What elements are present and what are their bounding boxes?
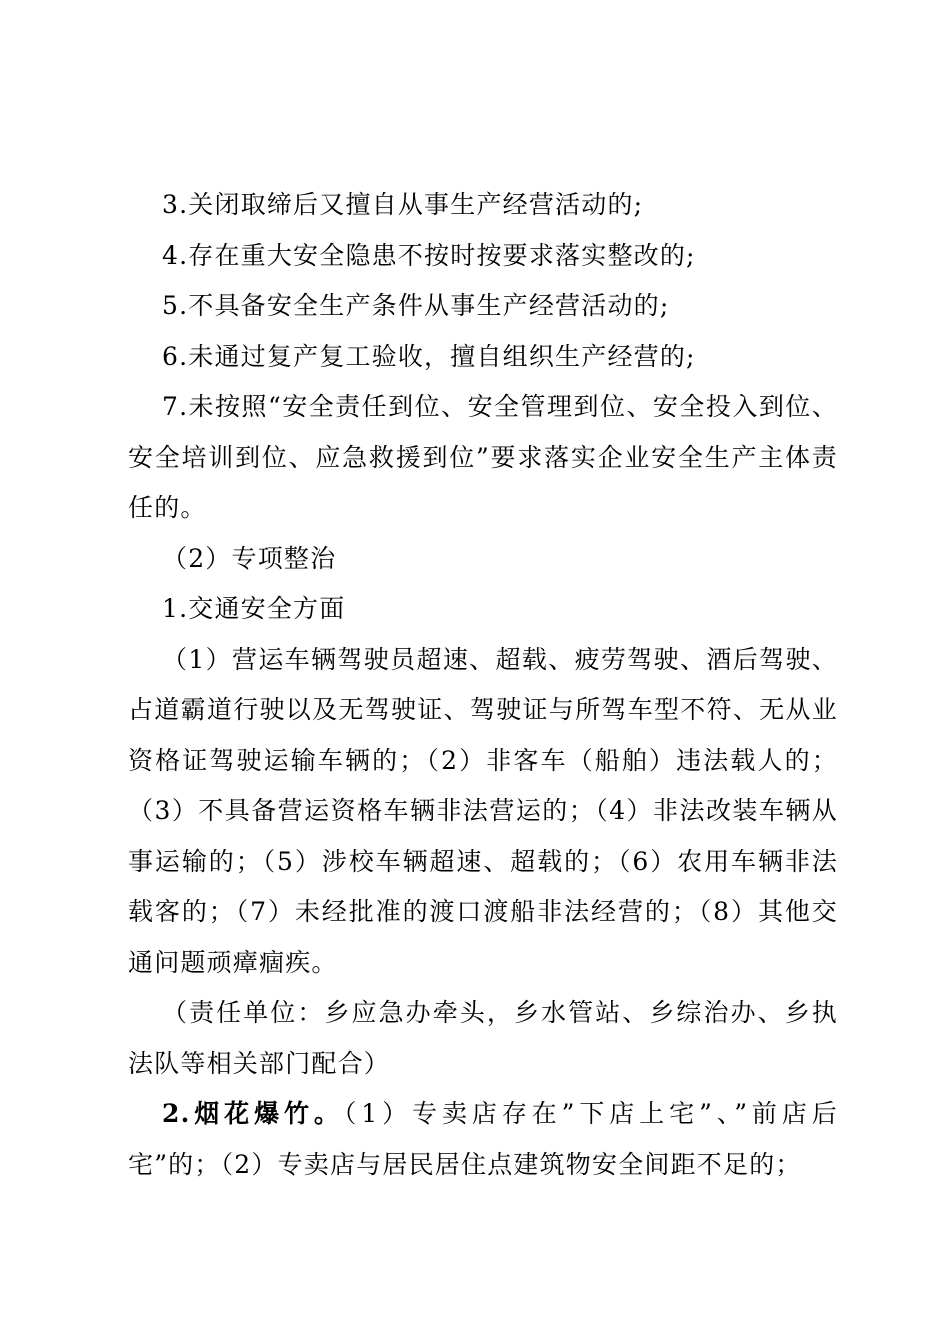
paragraph-responsible-units: （责任单位：乡应急办牵头，乡水管站、乡综治办、乡执法队等相关部门配合） [128, 998, 838, 1078]
section-heading-special-rectification: （2）专项整治 [162, 543, 337, 573]
paragraph-fireworks [128, 1089, 838, 1190]
document-body [128, 180, 838, 1190]
paragraph-traffic-issues: （1）营运车辆驾驶员超速、超载、疲劳驾驶、酒后驾驶、占道霸道行驶以及无驾驶证、驾驶证与所驾车型不符、无从业资格证驾驶运输车辆的；（2）非客车（船舶）违法载人的；（3）不具备营运资格车辆非法营运的；（4）非法改装车辆从事运输的；（5）涉校车辆超速、超载的；（6）农用车辆非法载客的；（7）未经批准的渡口渡船非法经营的；（8）其他交通问题顽瘴痼疾。 [128, 644, 838, 977]
fireworks-heading: 2.烟花爆竹。 [162, 1099, 344, 1128]
paragraph-item-4: 4.存在重大安全隐患不按时按要求落实整改的; [162, 240, 696, 270]
paragraph-item-3: 3.关闭取缔后又擅自从事生产经营活动的; [162, 190, 644, 219]
subsection-heading-traffic-safety: 1.交通安全方面 [162, 594, 346, 623]
fireworks-body: （1）专卖店存在”下店上宅”、”前店后宅”的；（2）专卖店与居民居住点建筑物安全间距不足的； [128, 1099, 838, 1179]
paragraph-item-6: 6.未通过复产复工验收，擅自组织生产经营的; [162, 341, 696, 371]
paragraph-item-5: 5.不具备安全生产条件从事生产经营活动的; [162, 291, 670, 320]
paragraph-item-7: 7.未按照“安全责任到位、安全管理到位、安全投入到位、安全培训到位、应急救援到位”要求落实企业安全生产主体责任的。 [128, 392, 838, 522]
